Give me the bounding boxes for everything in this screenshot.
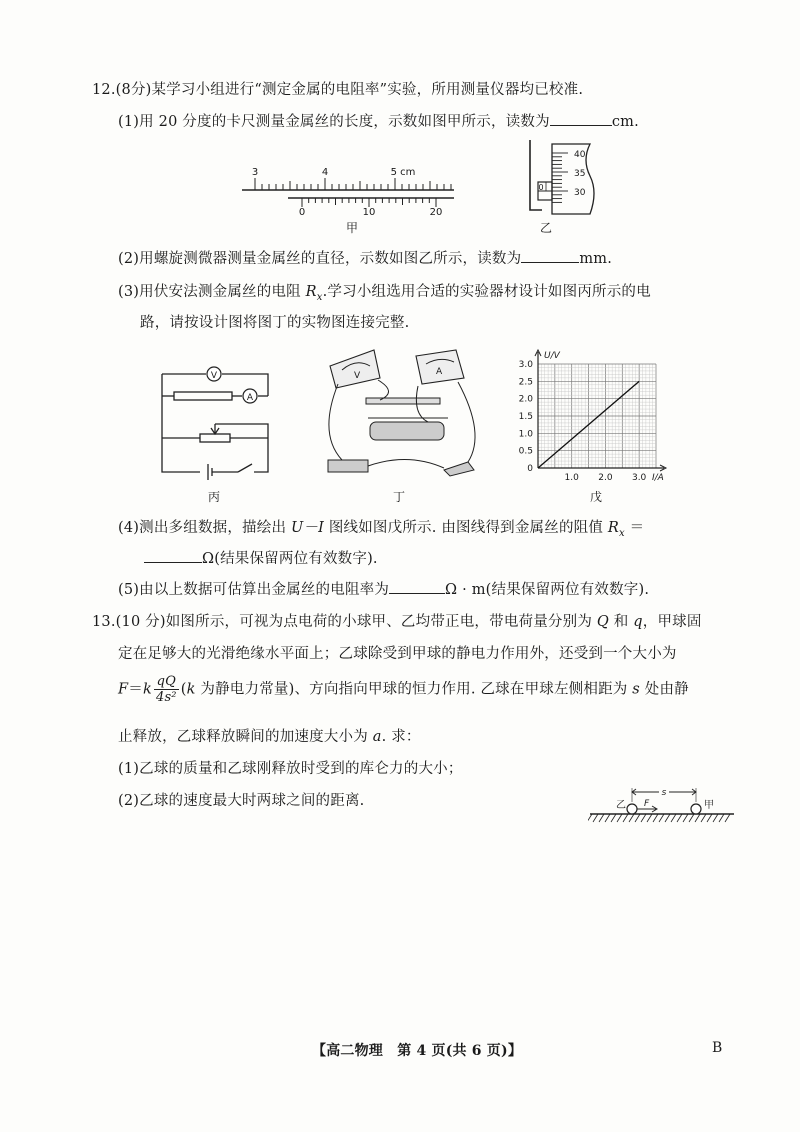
label-yi: 乙 — [616, 800, 626, 811]
circuit-diagram-bing — [156, 360, 276, 484]
physical-ammeter-letter: A — [436, 367, 443, 377]
caliper-vernier-scale — [302, 198, 436, 207]
hatch-line — [605, 814, 610, 822]
micrometer-figure — [512, 138, 604, 224]
answer-blank-resistivity[interactable] — [389, 579, 445, 594]
hatch-line — [599, 814, 604, 822]
hatch-line — [701, 814, 706, 822]
q12-part4-line1: (4)测出多组数据，描绘出 U－I 图线如图戊所示. 由图线得到金属丝的阻值 $R_x$ ＝ — [118, 520, 645, 539]
hatch-line — [725, 814, 730, 822]
hatch-line — [623, 814, 628, 822]
caliper-vernier-label-20: 20 — [429, 207, 443, 218]
sliding-rheostat — [370, 422, 444, 440]
physical-voltmeter-letter: V — [354, 371, 361, 381]
hatch-line — [588, 814, 592, 822]
answer-blank-length[interactable] — [550, 111, 612, 126]
hatch-line — [695, 814, 700, 822]
page-footer: 【高二物理 第 4 页(共 6 页)】 — [312, 1043, 523, 1059]
ui-graph-wu — [504, 340, 684, 500]
caption-yi: 乙 — [540, 221, 553, 235]
ball-jia — [691, 804, 701, 814]
ground-hatch — [588, 814, 730, 822]
q12-part4-line2: Ω(结果保留两位有效数字). — [144, 547, 378, 568]
hatch-line — [647, 814, 652, 822]
hatch-line — [707, 814, 712, 822]
hatch-line — [617, 814, 622, 822]
hatch-line — [689, 814, 694, 822]
caption-bing: 丙 — [208, 490, 221, 504]
battery-pack — [328, 460, 368, 472]
q12-part3-line1: (3)用伏安法测金属丝的电阻 $R_x$.学习小组选用合适的实验器材设计如图丙所示的电 — [118, 284, 651, 303]
q12-header: 12.(8分)某学习小组进行“测定金属的电阻率”实验，所用测量仪器均已校准. — [92, 82, 584, 98]
chart-y-tick-label: 0 — [527, 464, 533, 474]
chart-x-tick-label: 1.0 — [564, 473, 579, 483]
ball-yi — [627, 804, 637, 814]
hatch-line — [659, 814, 664, 822]
hatch-line — [653, 814, 658, 822]
micrometer-label-35: 35 — [574, 169, 586, 179]
force-fraction: $\frac{qQ}{\text{4s²}}$ — [155, 674, 177, 705]
answer-blank-resistance[interactable] — [144, 548, 202, 563]
q12-part5: (5)由以上数据可估算出金属丝的电阻率为 Ω · m(结果保留两位有效数字). — [118, 578, 649, 599]
caption-ding: 丁 — [393, 490, 406, 504]
hatch-line — [713, 814, 718, 822]
caption-wu: 戊 — [590, 490, 603, 504]
chart-y-axis-label: U/V — [544, 351, 560, 361]
chart-x-tick-label: 2.0 — [598, 473, 613, 483]
hatch-line — [719, 814, 724, 822]
q13-line1: 13.(10 分)如图所示，可视为点电荷的小球甲、乙均带正电，带电荷量分别为 Q 和 q，甲球固 — [92, 614, 702, 630]
hatch-line — [611, 814, 616, 822]
hatch-line — [683, 814, 688, 822]
q13-sub2: (2)乙球的速度最大时两球之间的距离. — [118, 793, 365, 809]
hatch-line — [629, 814, 634, 822]
caliper-main-scale — [255, 178, 451, 190]
physical-apparatus-ding — [318, 344, 488, 486]
chart-y-tick-label: 3.0 — [518, 360, 533, 370]
micrometer-sleeve-label-0: 0 — [538, 183, 544, 192]
chart-x-axis-label: I/A — [652, 473, 664, 483]
rheostat — [200, 434, 230, 442]
voltmeter-letter: V — [210, 371, 218, 381]
chart-y-tick-label: 0.5 — [518, 446, 533, 457]
chart-y-tick-label: 1.0 — [518, 429, 533, 440]
micrometer-label-30: 30 — [574, 188, 586, 198]
caliper-main-label-3: 3 — [251, 167, 259, 178]
answer-blank-diameter[interactable] — [521, 248, 579, 263]
hatch-line — [593, 814, 598, 822]
chart-y-tick-label: 1.5 — [518, 412, 533, 422]
q12-part1: (1)用 20 分度的卡尺测量金属丝的长度，示数如图甲所示，读数为 cm. — [118, 110, 639, 131]
q12-part2: (2)用螺旋测微器测量金属丝的直径，示数如图乙所示，读数为 mm. — [118, 247, 612, 268]
q13-line4: 止释放，乙球释放瞬间的加速度大小为 a. 求： — [118, 729, 421, 745]
caption-jia: 甲 — [346, 221, 359, 235]
hatch-line — [665, 814, 670, 822]
label-jia: 甲 — [704, 800, 714, 811]
chart-y-tick-label: 2.0 — [518, 394, 533, 405]
resistor-rx — [174, 392, 232, 400]
metal-wire-board — [366, 398, 440, 404]
caliper-vernier-label-0: 0 — [298, 207, 306, 218]
chart-x-tick-label: 3.0 — [631, 473, 647, 483]
q13-line3: F＝k $\frac{qQ}{\text{4s²}}$ (k 为静电力常量)、方向指向甲球的恒力作用. 乙球在甲球左侧相距为 s 处由静 — [118, 674, 689, 705]
switch — [444, 462, 474, 476]
paper-version: B — [712, 1040, 723, 1056]
hatch-line — [641, 814, 646, 822]
hatch-line — [671, 814, 676, 822]
chart-y-tick-label: 2.5 — [518, 377, 533, 388]
micrometer-thimble-ticks — [552, 153, 568, 202]
caliper-vernier-label-10: 10 — [362, 207, 376, 218]
ammeter-letter: A — [246, 393, 254, 403]
hatch-line — [677, 814, 682, 822]
label-s: s — [661, 788, 667, 798]
caliper-main-label-5cm: 5 cm — [390, 167, 416, 178]
voltmeter-body — [330, 350, 380, 388]
q13-figure — [588, 784, 736, 830]
hatch-line — [635, 814, 640, 822]
q12-part3-line2: 路，请按设计图将图丁的实物图连接完整. — [140, 315, 410, 331]
q13-sub1: (1)乙球的质量和乙球刚释放时受到的库仑力的大小； — [118, 761, 463, 777]
micrometer-label-40: 40 — [574, 150, 586, 160]
caliper-main-label-4: 4 — [321, 167, 329, 178]
q13-line2: 定在足够大的光滑绝缘水平面上；乙球除受到甲球的静电力作用外，还受到一个大小为 — [118, 646, 677, 662]
micrometer-thimble — [552, 144, 594, 214]
label-F: F — [644, 799, 650, 809]
